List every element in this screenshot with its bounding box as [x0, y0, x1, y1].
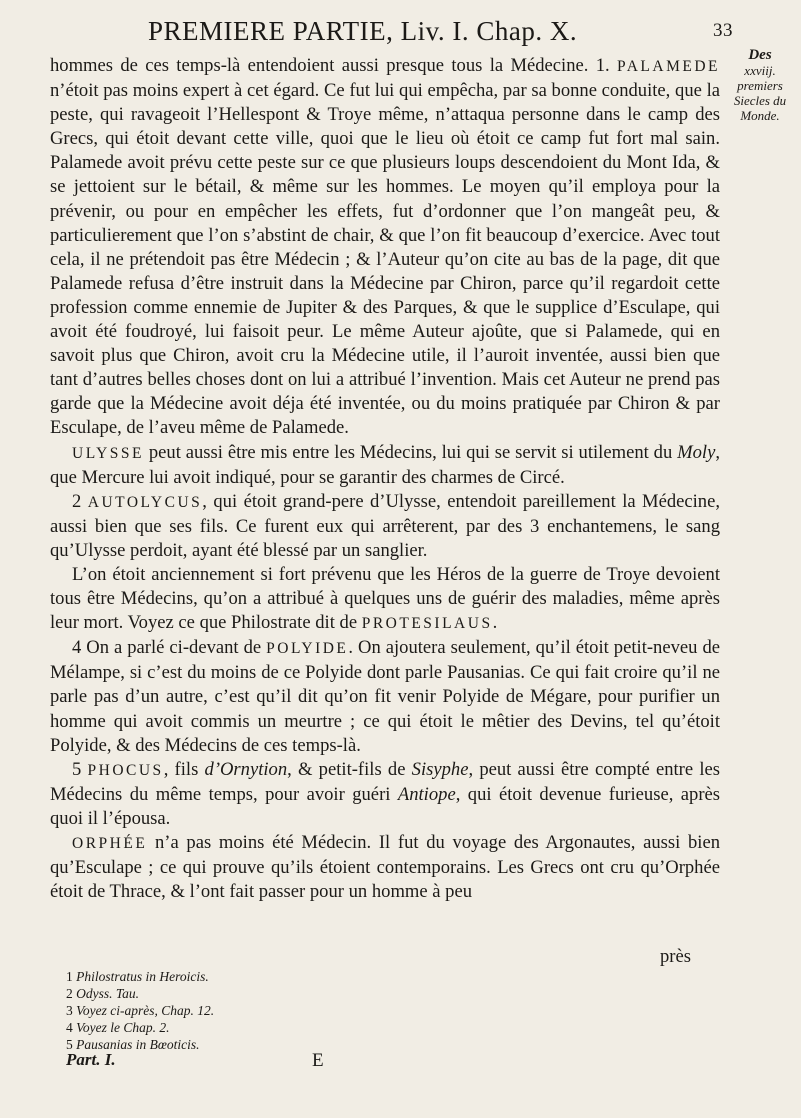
footnote [66, 1002, 566, 1019]
italic-text: Antiope [397, 783, 456, 805]
margin-note [724, 48, 796, 123]
signature-line [66, 1050, 566, 1072]
footnote-text: Voyez le Chap. 2. [76, 1020, 170, 1035]
text-run: hommes de ces temps-là entendoient aussi presque tous la Médecine. 1. [50, 55, 618, 76]
running-title: PREMIERE PARTIE, Liv. I. Chap. X. [148, 16, 578, 46]
margin-line: Monde. [740, 108, 780, 123]
text-run: n’a pas moins été Médecin. Il fut du voyage des Argonautes, aussi bien qu’Esculape ; ce qui prouve qu’ils étoient contemporains. Les Grecs ont cru qu’Orphée étoit de Thrace, & l’ont fait passer pour un homme à peu [50, 832, 720, 903]
text-run: 2 [72, 490, 88, 512]
footnote-number: 1 [66, 969, 77, 984]
footnote [66, 968, 566, 985]
main-text [50, 54, 720, 904]
footnote-text: Voyez ci-après, Chap. 12. [76, 1003, 215, 1018]
margin-line: Siecles du [733, 93, 787, 108]
proper-name: PROTESILAUS [361, 615, 493, 633]
text-run: , fils [163, 758, 205, 780]
proper-name: AUTOLYCUS [87, 493, 203, 511]
text-run: 4 On a parlé ci-devant de [72, 637, 267, 659]
running-head [148, 16, 733, 50]
part-label: Part. I. [66, 1050, 116, 1069]
footnotes [66, 968, 566, 1053]
italic-text: Sisyphe [411, 758, 469, 780]
paragraph [50, 490, 720, 563]
italic-text: d’Ornytion [204, 758, 288, 780]
text-run: , qui étoit grand-pere d’Ulysse, entendoit pareillement la Médecine, aussi bien que ses fils. Ce furent eux qui arrêterent, par des 3 enchantemens, le sang qu’Ulysse perdoit, ayant été blessé par un sanglier. [50, 490, 721, 561]
footnote-number: 2 [66, 986, 77, 1001]
proper-name: ORPHÉE [72, 835, 148, 852]
text-run: . [492, 612, 498, 634]
paragraph [50, 758, 720, 831]
proper-name: PALAMEDE [617, 58, 720, 75]
signature-mark: E [312, 1050, 324, 1071]
text-run: 5 [72, 758, 88, 780]
footnote-number: 3 [66, 1003, 77, 1018]
text-run: , & petit-fils de [287, 758, 412, 780]
margin-line: premiers [737, 78, 783, 93]
text-run: peut aussi être mis entre les Médecins, lui qui se servit si utilement du [144, 441, 678, 463]
footnote-number: 4 [66, 1020, 77, 1035]
page-number: 33 [713, 20, 733, 41]
text-run: L’on étoit anciennement si fort prévenu que les Héros de la guerre de Troye devoient tous être Médecins, qu’on a attribué à quelques uns de guérir des maladies, même après leur mort. Voyez ce que Philostrate dit de [50, 563, 720, 634]
italic-text: Moly [677, 441, 716, 463]
footnote-text: Pausanias in Bœoticis. [76, 1037, 200, 1052]
text-run: n’étoit pas moins expert à cet égard. Ce fut lui qui empêcha, par sa bonne conduite, que la peste, qui ravageoit l’Hellespont & Troye même, n’attaqua personne dans le camp des Grecs, qui étoit devant cette ville, quoi que le lieu où étoit ce camp fut fort mal sain. Palamede avoit prévu cette peste sur ce que plusieurs loups descendoient du Mont Ida, & se jettoient sur le bétail, & même sur les hommes. Le moyen qu’il employa pour la prévenir, ou pour en empêcher les effets, fut d’ordonner que l’on mangeât peu, & particulierement que l’on s’abstint de chair, & que l’on fit beaucoup d’exercice. Avec tout cela, il ne prétendoit pas être Médecin ; & l’Auteur qu’on cite au bas de la page, dit que Palamede refusa d’être instruit dans la Médecine par Chiron, parce qu’il regardoit cette profession comme ennemie de Jupiter & des Parques, & que le supplice d’Esculape, qui avoit été foudroyé, lui faisoit peur. Le même Auteur ajoûte, que si Palamede, qui en savoit plus que Chiron, avoit cru la Médecine utile, il l’auroit inventée, aussi bien que tant d’autres belles choses dont on lui a attribué l’invention. Mais cet Auteur ne prend pas garde que la Médecine avoit déja été inventée, ou du moins pratiquée par Chiron & par Esculape, de l’aveu même de Palamede. [50, 80, 720, 439]
text-run: , peut aussi être compté entre les Médecins du même temps, pour avoir guéri [50, 758, 720, 805]
footnote-text: Philostratus in Heroicis. [76, 969, 209, 984]
paragraph [50, 563, 720, 636]
text-run: , que Mercure lui avoit indiqué, pour se garantir des charmes de Circé. [50, 441, 720, 488]
margin-line: xxviij. [744, 63, 776, 78]
paragraph [50, 831, 720, 904]
paragraph [50, 636, 720, 757]
footnote-number: 5 [66, 1037, 77, 1052]
footnote [66, 1019, 566, 1036]
footnote [66, 985, 566, 1002]
text-run: , qui étoit devenue furieuse, après quoi il l’épousa. [50, 783, 720, 829]
proper-name: ULYSSE [72, 444, 145, 462]
catchword: près [660, 946, 691, 967]
margin-line: Des [748, 47, 772, 63]
paragraph [50, 54, 720, 441]
footnote-text: Odyss. Tau. [76, 986, 140, 1001]
paragraph [50, 441, 720, 490]
text-run: . On ajoutera seulement, qu’il étoit petit-neveu de Mélampe, si c’est du moins de ce Polyide dont parle Pausanias. Ce qui fait croire qu’il ne parle pas d’un autre, c’est qu’il dit qu’on fit venir Polyide de Mégare, pour purifier un homme qui avoit commis un meurtre ; ce qui étoit le mêtier des Devins, tel qu’étoit Polyide, & des Médecins de ces temps-là. [50, 637, 720, 756]
proper-name: PHOCUS [87, 761, 164, 779]
proper-name: POLYIDE [266, 640, 349, 658]
